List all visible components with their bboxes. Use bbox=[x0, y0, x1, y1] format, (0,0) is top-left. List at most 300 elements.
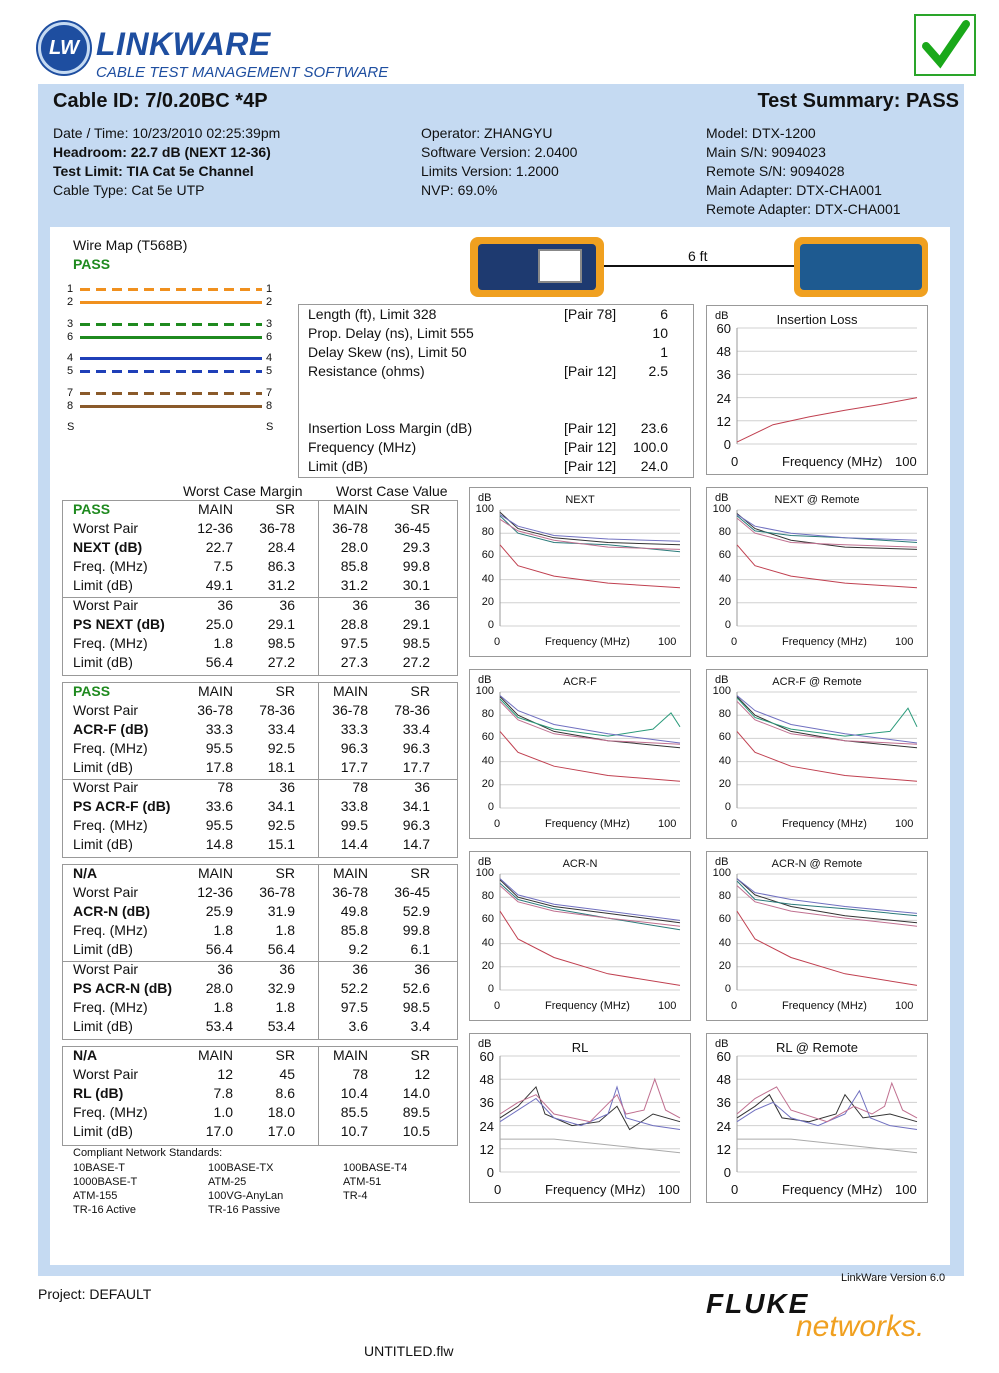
chart-series-line bbox=[737, 545, 917, 588]
chart-series-line bbox=[737, 398, 917, 443]
chart-x-xlabel: Frequency (MHz) bbox=[782, 1000, 867, 1012]
measurement-value: 1 bbox=[660, 344, 668, 360]
chart-ytick: 60 bbox=[718, 913, 731, 926]
table-cell: 33.3 bbox=[205, 721, 233, 738]
chart-ytick: 36 bbox=[479, 1095, 494, 1111]
measurement-label: Limit (dB) bbox=[308, 458, 368, 474]
table-cell: 12-36 bbox=[197, 520, 233, 537]
table-cell: 53.4 bbox=[205, 1017, 233, 1034]
chart-ytick: 24 bbox=[479, 1118, 494, 1134]
measurement-value: 10 bbox=[652, 325, 668, 341]
chart-ytick: 40 bbox=[718, 572, 731, 585]
chart-ytick: 80 bbox=[718, 708, 731, 721]
chart-ytick: 100 bbox=[712, 685, 731, 697]
chart-ytick: 40 bbox=[481, 572, 494, 585]
table-cell: 28.8 bbox=[340, 615, 368, 632]
chart-ytick: 20 bbox=[481, 777, 494, 790]
chart-x-x0: 0 bbox=[731, 636, 738, 648]
chart-plot bbox=[470, 1034, 692, 1204]
table-cell: 28.4 bbox=[267, 539, 295, 556]
wiremap-pin-right: 3 bbox=[266, 318, 273, 330]
chart-plot bbox=[707, 852, 929, 1022]
table-cell: 17.0 bbox=[267, 1123, 295, 1140]
table-cell: 14.0 bbox=[402, 1085, 430, 1102]
table-row-label: Limit (dB) bbox=[73, 941, 133, 958]
table-cell: 31.9 bbox=[267, 903, 295, 920]
table-cell: 85.8 bbox=[340, 558, 368, 575]
chart-ytick: 12 bbox=[479, 1141, 494, 1157]
chart-x-x1: 100 bbox=[895, 636, 914, 648]
chart-ytick: 20 bbox=[718, 777, 731, 790]
measurement-label: Resistance (ohms) bbox=[308, 363, 425, 379]
table-cell: 36 bbox=[414, 778, 430, 795]
table-cell: 36 bbox=[414, 596, 430, 613]
table-cell: 18.1 bbox=[267, 759, 295, 776]
table-row-label: ACR-F (dB) bbox=[73, 721, 149, 738]
chart-series-line bbox=[500, 911, 680, 985]
chart-ytick: 80 bbox=[718, 890, 731, 903]
wiremap-title: Wire Map (T568B) bbox=[73, 237, 188, 253]
chart-x-x0: 0 bbox=[731, 818, 738, 830]
wiremap-pin-left: 5 bbox=[67, 365, 74, 377]
table-cell: 17.0 bbox=[205, 1123, 233, 1140]
table-cell: 36-78 bbox=[197, 702, 233, 719]
wiremap-pin-right: 8 bbox=[266, 400, 273, 412]
chart-x-x0: 0 bbox=[731, 454, 739, 469]
chart-x-x1: 100 bbox=[658, 636, 677, 648]
chart-ytick: 60 bbox=[718, 549, 731, 562]
measurement-label: Insertion Loss Margin (dB) bbox=[308, 420, 473, 436]
chart-ytick: 60 bbox=[481, 549, 494, 562]
table-cell: 98.5 bbox=[267, 634, 295, 651]
chart-ytick: 100 bbox=[475, 685, 494, 697]
chart-ytick: 0 bbox=[487, 619, 494, 631]
chart-panel bbox=[706, 1033, 928, 1203]
chart-ylabel: dB bbox=[478, 1038, 492, 1050]
linkware-logo: LW bbox=[38, 22, 90, 74]
chart-x-x1: 100 bbox=[658, 818, 677, 830]
chart-series-line bbox=[737, 1091, 917, 1130]
chart-title: ACR-N bbox=[562, 858, 598, 870]
chart-ytick: 20 bbox=[481, 959, 494, 972]
chart-ytick: 40 bbox=[481, 754, 494, 767]
chart-ytick: 60 bbox=[716, 1049, 731, 1064]
table-cell: 56.4 bbox=[267, 941, 295, 958]
chart-series-line bbox=[737, 515, 917, 541]
table-cell: 36-78 bbox=[259, 520, 295, 537]
chart-plot bbox=[707, 670, 929, 840]
table-col-header: SR bbox=[410, 1047, 430, 1063]
table-cell: 78-36 bbox=[259, 702, 295, 719]
table-cell: 18.0 bbox=[267, 1104, 295, 1121]
standards-col-2: 100BASE-TX ATM-25 100VG-AnyLan TR-16 Passive bbox=[208, 1162, 284, 1216]
table-cell: 36 bbox=[217, 596, 233, 613]
wiremap-pin-right: 6 bbox=[266, 331, 273, 343]
chart-ytick: 60 bbox=[479, 1049, 494, 1064]
table-col-header: SR bbox=[410, 501, 430, 517]
wiremap-wire bbox=[80, 370, 262, 373]
table-cell: 52.9 bbox=[402, 903, 430, 920]
test-summary: Test Summary: PASS bbox=[757, 90, 959, 112]
table-cell: 17.7 bbox=[340, 759, 368, 776]
table-cell: 36 bbox=[414, 960, 430, 977]
wiremap-wire bbox=[80, 357, 262, 360]
chart-ytick: 80 bbox=[481, 526, 494, 539]
table-cell: 25.0 bbox=[205, 615, 233, 632]
table-cell: 33.6 bbox=[205, 797, 233, 814]
chart-title: RL bbox=[571, 1040, 589, 1055]
chart-series-line bbox=[500, 516, 680, 552]
table-row-label: Worst Pair bbox=[73, 1066, 139, 1083]
chart-series-line bbox=[737, 911, 917, 985]
brand-name: LINKWARE bbox=[96, 26, 271, 62]
chart-ytick: 40 bbox=[481, 936, 494, 949]
table-cell: 22.7 bbox=[205, 539, 233, 556]
networks-logo: networks. bbox=[796, 1310, 925, 1343]
table-cell: 10.7 bbox=[340, 1123, 368, 1140]
table-col-header: SR bbox=[275, 501, 295, 517]
table-row-label: Freq. (MHz) bbox=[73, 740, 148, 757]
table-cell: 33.3 bbox=[340, 721, 368, 738]
chart-title: NEXT @ Remote bbox=[774, 494, 860, 506]
table-cell: 27.2 bbox=[402, 653, 430, 670]
table-cell: 92.5 bbox=[267, 740, 295, 757]
table-status: N/A bbox=[73, 865, 98, 881]
chart-ylabel: dB bbox=[715, 310, 729, 322]
table-row-label: Worst Pair bbox=[73, 884, 139, 901]
table-row-label: Limit (dB) bbox=[73, 835, 133, 852]
chart-ytick: 48 bbox=[479, 1072, 494, 1088]
chart-x-x1: 100 bbox=[895, 818, 914, 830]
table-cell: 29.1 bbox=[402, 615, 430, 632]
table-cell: 28.0 bbox=[340, 539, 368, 556]
wiremap-pin-left: 6 bbox=[67, 331, 74, 343]
wiremap-pin-left: 1 bbox=[67, 283, 74, 295]
info-col-2: Operator: ZHANGYU Software Version: 2.0400 Limits Version: 1.2000 NVP: 69.0% bbox=[421, 125, 578, 198]
chart-ylabel: dB bbox=[715, 674, 729, 686]
chart-x-xlabel: Frequency (MHz) bbox=[545, 636, 630, 648]
table-cell: 49.8 bbox=[340, 903, 368, 920]
measurement-pair: [Pair 12] bbox=[564, 363, 617, 379]
chart-x-xlabel: Frequency (MHz) bbox=[782, 636, 867, 648]
chart-ytick: 80 bbox=[481, 708, 494, 721]
measurement-pair: [Pair 78] bbox=[564, 306, 617, 322]
chart-panel bbox=[706, 487, 928, 657]
measurement-value: 2.5 bbox=[648, 363, 668, 379]
chart-panel bbox=[469, 669, 691, 839]
chart-ytick: 60 bbox=[716, 321, 731, 336]
table-row-label: Freq. (MHz) bbox=[73, 1104, 148, 1121]
chart-ytick: 40 bbox=[718, 754, 731, 767]
table-cell: 33.8 bbox=[340, 797, 368, 814]
table-cell: 78 bbox=[217, 778, 233, 795]
table-cell: 17.7 bbox=[402, 759, 430, 776]
table-cell: 95.5 bbox=[205, 740, 233, 757]
table-row-label: Worst Pair bbox=[73, 960, 139, 977]
table-row-label: Freq. (MHz) bbox=[73, 634, 148, 651]
chart-plot bbox=[470, 852, 692, 1022]
table-row-label: PS NEXT (dB) bbox=[73, 615, 165, 632]
table-cell: 85.8 bbox=[340, 922, 368, 939]
table-row-label: PS ACR-F (dB) bbox=[73, 797, 171, 814]
table-cell: 36-78 bbox=[332, 884, 368, 901]
measurement-value: 24.0 bbox=[640, 458, 668, 474]
cable-length: 6 ft bbox=[688, 248, 708, 264]
table-cell: 6.1 bbox=[410, 941, 430, 958]
chart-x-x0: 0 bbox=[494, 818, 501, 830]
table-row-label: Worst Pair bbox=[73, 596, 139, 613]
brand-subtitle: CABLE TEST MANAGEMENT SOFTWARE bbox=[96, 64, 389, 81]
table-cell: 14.8 bbox=[205, 835, 233, 852]
table-col-header: MAIN bbox=[333, 501, 368, 517]
table-cell: 1.8 bbox=[213, 634, 233, 651]
measurement-pair: [Pair 12] bbox=[564, 439, 617, 455]
value-header: Worst Case Value bbox=[336, 483, 448, 499]
chart-x-xlabel: Frequency (MHz) bbox=[545, 818, 630, 830]
wiremap-pin-right: 2 bbox=[266, 296, 273, 308]
chart-x-x0: 0 bbox=[731, 1000, 738, 1012]
standards-col-1: 10BASE-T 1000BASE-T ATM-155 TR-16 Active bbox=[73, 1162, 138, 1216]
chart-panel bbox=[706, 669, 928, 839]
table-cell: 1.8 bbox=[213, 922, 233, 939]
table-cell: 78 bbox=[352, 1066, 368, 1083]
table-cell: 17.8 bbox=[205, 759, 233, 776]
margin-header: Worst Case Margin bbox=[183, 483, 303, 499]
table-cell: 29.3 bbox=[402, 539, 430, 556]
chart-title: Insertion Loss bbox=[776, 312, 858, 327]
chart-ytick: 60 bbox=[481, 731, 494, 744]
chart-series-line bbox=[737, 1139, 917, 1153]
chart-series-line bbox=[737, 516, 917, 543]
wiremap-wire bbox=[80, 288, 262, 291]
table-status: PASS bbox=[73, 683, 111, 699]
chart-x-xlabel: Frequency (MHz) bbox=[782, 818, 867, 830]
chart-title: RL @ Remote bbox=[775, 1040, 859, 1055]
cable-id: Cable ID: 7/0.20BC *4P bbox=[53, 90, 268, 112]
chart-ylabel: dB bbox=[715, 492, 729, 504]
table-col-header: SR bbox=[410, 865, 430, 881]
table-row-label: NEXT (dB) bbox=[73, 539, 143, 556]
chart-ytick: 36 bbox=[716, 367, 731, 383]
chart-ytick: 24 bbox=[716, 390, 731, 406]
cable-line bbox=[604, 265, 794, 267]
chart-ylabel: dB bbox=[715, 856, 729, 868]
fluke-logo: FLUKE bbox=[706, 1288, 810, 1319]
table-cell: 85.5 bbox=[340, 1104, 368, 1121]
table-cell: 33.4 bbox=[402, 721, 430, 738]
table-col-header: SR bbox=[275, 865, 295, 881]
table-cell: 99.8 bbox=[402, 922, 430, 939]
table-cell: 36 bbox=[352, 596, 368, 613]
chart-ytick: 100 bbox=[475, 867, 494, 879]
table-cell: 36-45 bbox=[394, 520, 430, 537]
table-cell: 56.4 bbox=[205, 941, 233, 958]
chart-series-line bbox=[500, 1139, 680, 1153]
chart-ytick: 0 bbox=[486, 1165, 494, 1180]
wiremap-pin-left: 8 bbox=[67, 400, 74, 412]
table-cell: 3.6 bbox=[348, 1017, 368, 1034]
table-cell: 27.2 bbox=[267, 653, 295, 670]
table-row-label: Worst Pair bbox=[73, 778, 139, 795]
table-col-header: MAIN bbox=[333, 865, 368, 881]
wiremap-pin-left: 4 bbox=[67, 352, 74, 364]
table-cell: 1.8 bbox=[213, 998, 233, 1015]
standards-title: Compliant Network Standards: bbox=[73, 1147, 223, 1159]
table-row-label: Limit (dB) bbox=[73, 1123, 133, 1140]
table-row-label: Freq. (MHz) bbox=[73, 922, 148, 939]
table-col-header: MAIN bbox=[198, 501, 233, 517]
chart-x-xlabel: Frequency (MHz) bbox=[545, 1182, 646, 1197]
chart-series-line bbox=[737, 518, 917, 547]
table-cell: 27.3 bbox=[340, 653, 368, 670]
chart-x-x0: 0 bbox=[494, 1182, 502, 1197]
chart-series-line bbox=[500, 515, 680, 542]
table-cell: 52.2 bbox=[340, 979, 368, 996]
table-cell: 32.9 bbox=[267, 979, 295, 996]
table-cell: 7.8 bbox=[213, 1085, 233, 1102]
table-cell: 12 bbox=[217, 1066, 233, 1083]
table-cell: 34.1 bbox=[267, 797, 295, 814]
table-cell: 28.0 bbox=[205, 979, 233, 996]
table-cell: 1.0 bbox=[213, 1104, 233, 1121]
table-cell: 33.4 bbox=[267, 721, 295, 738]
project-label: Project: DEFAULT bbox=[38, 1286, 152, 1302]
table-cell: 30.1 bbox=[402, 577, 430, 594]
table-cell: 97.5 bbox=[340, 634, 368, 651]
chart-x-x0: 0 bbox=[494, 636, 501, 648]
wiremap-pin-right: S bbox=[266, 421, 274, 433]
chart-ytick: 0 bbox=[724, 983, 731, 995]
table-col-header: MAIN bbox=[198, 865, 233, 881]
file-name: UNTITLED.flw bbox=[364, 1343, 454, 1359]
chart-ylabel: dB bbox=[478, 856, 492, 868]
chart-series-line bbox=[500, 545, 680, 588]
chart-series-line bbox=[500, 519, 680, 549]
table-status: N/A bbox=[73, 1047, 98, 1063]
table-cell: 14.7 bbox=[402, 835, 430, 852]
chart-x-xlabel: Frequency (MHz) bbox=[782, 1182, 883, 1197]
info-col-3: Model: DTX-1200 Main S/N: 9094023 Remote S/N: 9094028 Main Adapter: DTX-CHA001 Remote Adapter: DTX-CHA001 bbox=[706, 125, 901, 217]
chart-ytick: 0 bbox=[724, 619, 731, 631]
table-status: PASS bbox=[73, 501, 111, 517]
table-cell: 36-45 bbox=[394, 884, 430, 901]
chart-ytick: 20 bbox=[481, 595, 494, 608]
chart-panel bbox=[469, 1033, 691, 1203]
table-row-label: Freq. (MHz) bbox=[73, 998, 148, 1015]
wiremap-wire bbox=[80, 392, 262, 395]
chart-title: NEXT bbox=[565, 494, 595, 506]
chart-ytick: 36 bbox=[716, 1095, 731, 1111]
chart-plot bbox=[470, 488, 692, 658]
chart-ytick: 100 bbox=[712, 503, 731, 515]
chart-ytick: 60 bbox=[481, 913, 494, 926]
chart-x-x0: 0 bbox=[494, 1000, 501, 1012]
table-cell: 45 bbox=[279, 1066, 295, 1083]
table-cell: 36 bbox=[217, 960, 233, 977]
table-cell: 78 bbox=[352, 778, 368, 795]
chart-title: ACR-N @ Remote bbox=[771, 858, 863, 870]
chart-series-line bbox=[737, 879, 917, 914]
table-cell: 12 bbox=[414, 1066, 430, 1083]
chart-plot bbox=[707, 488, 929, 658]
remote-tester-image bbox=[794, 237, 928, 297]
table-row-label: Freq. (MHz) bbox=[73, 558, 148, 575]
chart-plot bbox=[707, 306, 929, 476]
chart-series-line bbox=[500, 1087, 680, 1130]
table-cell: 25.9 bbox=[205, 903, 233, 920]
table-col-header: SR bbox=[410, 683, 430, 699]
wiremap-wire bbox=[80, 405, 262, 408]
chart-ylabel: dB bbox=[715, 1038, 729, 1050]
table-cell: 10.5 bbox=[402, 1123, 430, 1140]
table-row-label: Limit (dB) bbox=[73, 577, 133, 594]
table-cell: 7.5 bbox=[213, 558, 233, 575]
table-cell: 97.5 bbox=[340, 998, 368, 1015]
wiremap-pin-left: 3 bbox=[67, 318, 74, 330]
table-cell: 96.3 bbox=[402, 816, 430, 833]
table-cell: 53.4 bbox=[267, 1017, 295, 1034]
wiremap-wire bbox=[80, 323, 262, 326]
table-cell: 99.5 bbox=[340, 816, 368, 833]
table-col-header: MAIN bbox=[198, 1047, 233, 1063]
table-cell: 89.5 bbox=[402, 1104, 430, 1121]
measurement-pair: [Pair 12] bbox=[564, 458, 617, 474]
chart-x-x1: 100 bbox=[658, 1182, 680, 1197]
standards-col-3: 100BASE-T4 ATM-51 TR-4 bbox=[343, 1162, 408, 1202]
chart-ytick: 100 bbox=[712, 867, 731, 879]
linkware-version: LinkWare Version 6.0 bbox=[841, 1272, 946, 1284]
table-cell: 36-78 bbox=[332, 702, 368, 719]
chart-ytick: 20 bbox=[718, 959, 731, 972]
table-col-header: MAIN bbox=[198, 683, 233, 699]
table-col-header: SR bbox=[275, 683, 295, 699]
chart-ylabel: dB bbox=[478, 674, 492, 686]
table-cell: 3.4 bbox=[410, 1017, 430, 1034]
table-cell: 95.5 bbox=[205, 816, 233, 833]
chart-x-x0: 0 bbox=[731, 1182, 739, 1197]
table-cell: 36 bbox=[279, 960, 295, 977]
measurement-label: Length (ft), Limit 328 bbox=[308, 306, 437, 322]
table-cell: 96.3 bbox=[340, 740, 368, 757]
chart-x-x1: 100 bbox=[895, 1182, 917, 1197]
wiremap-pin-right: 5 bbox=[266, 365, 273, 377]
chart-ytick: 48 bbox=[716, 1072, 731, 1088]
chart-x-xlabel: Frequency (MHz) bbox=[782, 454, 883, 469]
table-cell: 98.5 bbox=[402, 634, 430, 651]
table-cell: 31.2 bbox=[267, 577, 295, 594]
wiremap-pin-left: 2 bbox=[67, 296, 74, 308]
table-cell: 10.4 bbox=[340, 1085, 368, 1102]
measurement-value: 6 bbox=[660, 306, 668, 322]
table-cell: 52.6 bbox=[402, 979, 430, 996]
chart-ytick: 24 bbox=[716, 1118, 731, 1134]
table-cell: 36 bbox=[279, 596, 295, 613]
wiremap-wire bbox=[80, 301, 262, 304]
table-cell: 1.8 bbox=[275, 922, 295, 939]
chart-x-x1: 100 bbox=[895, 454, 917, 469]
table-cell: 99.8 bbox=[402, 558, 430, 575]
measurement-value: 23.6 bbox=[640, 420, 668, 436]
table-col-header: MAIN bbox=[333, 1047, 368, 1063]
wiremap-pin-right: 1 bbox=[266, 283, 273, 295]
table-cell: 14.4 bbox=[340, 835, 368, 852]
table-row-label: Worst Pair bbox=[73, 520, 139, 537]
measurement-value: 100.0 bbox=[632, 439, 668, 455]
table-cell: 96.3 bbox=[402, 740, 430, 757]
table-cell: 9.2 bbox=[348, 941, 368, 958]
table-cell: 86.3 bbox=[267, 558, 295, 575]
table-cell: 36-78 bbox=[332, 520, 368, 537]
